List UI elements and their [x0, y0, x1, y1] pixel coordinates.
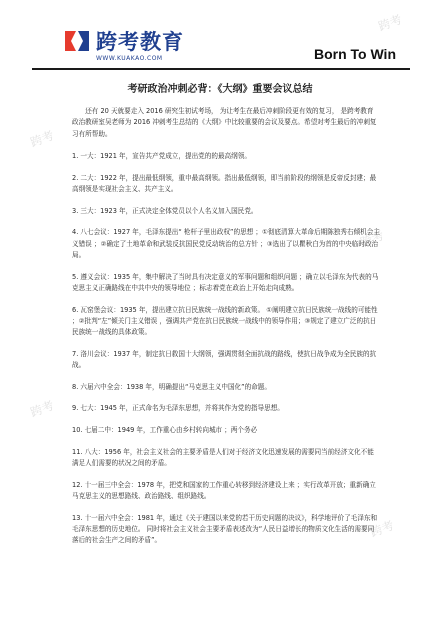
list-item: 3. 三大：1923 年，正式决定全体党员以个人名义加入国民党。: [72, 206, 258, 215]
list-item: 7. 洛川会议：1937 年，制定抗日救国十大纲领，强调贯彻全面抗战的路线，使抗日战争成为全民族的抗战。: [72, 349, 377, 370]
logo-text: 跨考教育: [96, 30, 184, 54]
slogan: Born To Win: [313, 46, 396, 62]
list-item: 4. 八七会议：1927 年，毛泽东提出“ 枪杆子里出政权”的思想 ；①彻底清算大革命后期陈独秀右倾机会主义错误 ；②确定了土地革命和武装反抗国民党反动统治的总方针 ；③选出了以瞿秋白为首的中央临时政治局。: [72, 228, 380, 259]
logo-url: WWW.KUAKAO.COM: [96, 55, 163, 62]
list-item: 12. 十一届三中全会：1978 年，把党和国家的工作重心转移到经济建设上来 ；实行改革开放；重新确立马克思主义的思想路线、政治路线、组织路线。: [72, 480, 376, 501]
list-item: 9. 七大：1945 年，正式命名为毛泽东思想，并将其作为党的指导思想。: [72, 404, 284, 413]
page-header: [0, 0, 440, 74]
watermark: 跨考: [28, 398, 56, 420]
list-item: 1. 一大：1921 年，宣告共产党成立，提出党的的最高纲领。: [72, 151, 251, 160]
list-item: 10. 七届二中：1949 年，工作重心由乡村转向城市 ；两个务必: [72, 426, 258, 435]
document-title: 考研政治冲刺必背：《大纲》重要会议总结: [127, 84, 313, 95]
list-item: 6. 瓦窑堡会议：1935 年，提出建立抗日民族统一战线的新政策。 ①阐明建立抗日民族统一战线的可能性 ；②批判“左”倾关门主义错误 ，强调共产党在抗日民族统一战线中的领导作用；③规定了建立广泛的抗日民族统一战线的具体政策。: [72, 305, 378, 337]
logo: [62, 26, 184, 56]
watermark: 跨考: [368, 518, 396, 540]
list-item: 8. 六届六中全会：1938 年，明确提出“马克思主义中国化”的命题。: [72, 382, 271, 391]
list-item: 5. 遵义会议：1935 年，集中解决了当时具有决定意义的军事问题和组织问题 ；确立以毛泽东为代表的马克思主义正确路线在中共中央的领导地位 ；标志着党在政治上开始走向成熟。: [72, 272, 379, 292]
list-item: 13. 十一届六中全会：1981 年，通过《关于建国以来党的若干历史问题的决议》，科学地评价了毛泽东和毛泽东思想的历史地位。 同时将社会主义社会主要矛盾表述改为“人民日益增长的物质文化生活的需要同落后的社会生产之间的矛盾”。: [72, 513, 378, 545]
document-body: [72, 106, 380, 557]
list-item: 11. 八大：1956 年，社会主义社会的主要矛盾是人们对于经济文化迅速发展的需要同当前经济文化不能满足人们需要的状况之间的矛盾。: [72, 447, 374, 468]
watermark: 跨考: [358, 228, 386, 250]
watermark: 跨考: [376, 12, 404, 34]
header-rule: [32, 68, 410, 70]
watermark: 跨考: [28, 128, 56, 150]
logo-icon: [62, 26, 92, 56]
list-item: 2. 二大：1922 年，提出最低纲领，重申最高纲领。指出最低纲领，即当前阶段的纲领是反帝反封建；最高纲领是实现社会主义、共产主义。: [72, 173, 377, 193]
intro-paragraph: 还有 20 天就要走入 2016 研究生初试考场， 为让考生在最后冲刺阶段更有效的复习， 是跨考教育政治教研室吴老师为 2016 冲刺考生总结的《大纲》中比较重要的会议及要点。希望对考生最后的冲刺复习有所帮助。: [72, 107, 377, 138]
